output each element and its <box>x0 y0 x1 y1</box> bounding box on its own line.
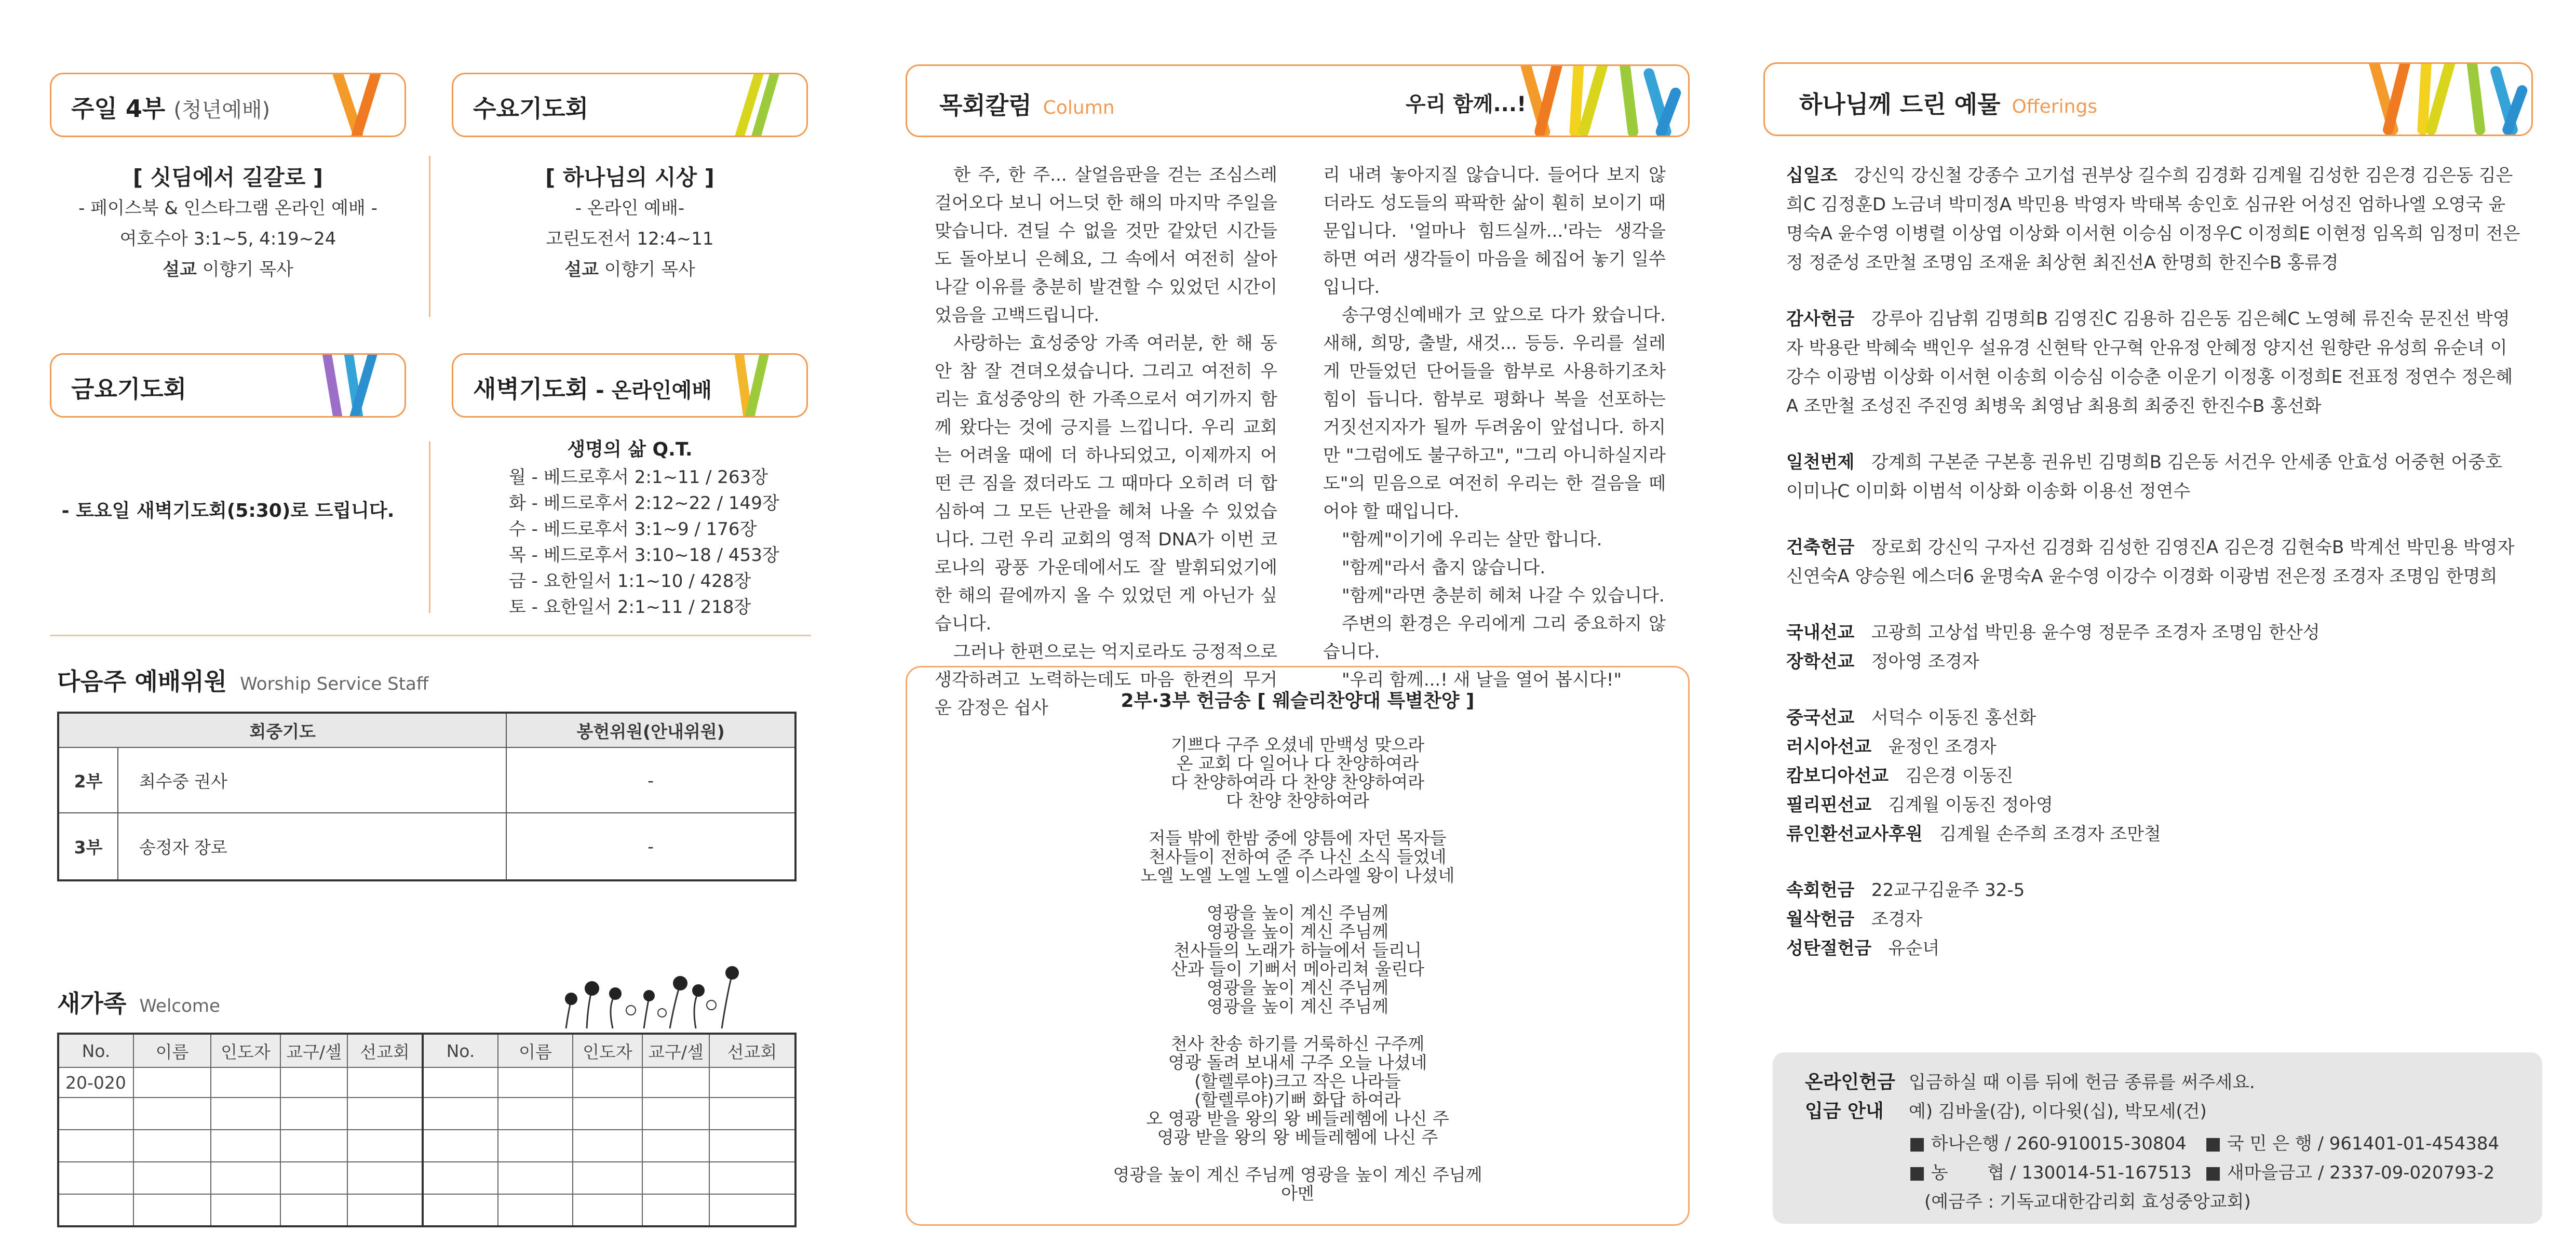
offering-names: 김계월 이동진 정아영 <box>1888 795 2053 815</box>
offering-names: 김계월 손주희 조경자 조만철 <box>1939 824 2161 845</box>
table-row <box>58 1067 795 1098</box>
offering-names: 장로회 강신익 구자선 김경화 김성한 김영진A 김은경 김현숙B 박계선 박민용 박영자 신연숙A 양승원 에스더6 윤명숙A 윤수영 이강수 이경화 이광범 전은정 조경자 조명임 한명희 <box>1786 537 2515 587</box>
column-paragraph: 그러나 한편으로는 억지로라도 긍정적으로 생각하려고 노력하는데도 마음 한켠의 무거운 감정은 쉽사 <box>935 641 1277 718</box>
column-paragraph: 리 내려 놓아지질 않습니다. 들어다 보지 않더라도 성도들의 팍팍한 삶이 훤히 보이기 때문입니다. '얼마나 힘드실까...'라는 생각을 하면 여러 생각들이 마음을 헤집어 놓기 일쑤입니다. <box>1323 165 1666 298</box>
hymn-stanza <box>907 904 1688 1016</box>
welcome-header: No. <box>423 1034 498 1067</box>
list-item: 토 - 요한일서 2:1~11 / 218장 <box>509 597 751 618</box>
welcome-header: 교구/셀 <box>642 1034 709 1067</box>
sunday4-body <box>50 161 406 284</box>
table-row <box>58 1130 795 1162</box>
column-header <box>906 64 1690 137</box>
welcome-header: 인도자 <box>573 1034 642 1067</box>
hymn-line: 다 찬양하여라 다 찬양 찬양하여라 <box>1170 772 1425 792</box>
decor-stripes-icon <box>2362 62 2533 135</box>
hymn-title: 2부·3부 헌금송 [ 웨슬리찬양대 특별찬양 ] <box>1121 690 1475 712</box>
column-quote: "함께"이기에 우리는 살만 합니다. <box>1342 529 1602 550</box>
offering-label: 필리핀선교 <box>1786 795 1872 815</box>
offering-label: 감사헌금 <box>1786 309 1855 329</box>
dawn-qt-title: 생명의 삶 Q.T. <box>567 439 693 460</box>
hymn-line: 온 교회 다 일어나 다 찬양하여라 <box>1176 753 1419 773</box>
offering-group <box>1786 161 2521 277</box>
hymn-line: 다 찬양 찬양하여라 <box>1225 791 1369 811</box>
offering-names: 조경자 <box>1871 909 1923 930</box>
offering-label: 장학선교 <box>1786 651 1855 672</box>
staff-prayer: 송정자 장로 <box>118 813 506 880</box>
hymn-line: 영광 돌려 보내세 구주 오늘 나셨네 <box>1168 1052 1427 1073</box>
divider <box>429 156 430 317</box>
online-instruction: 입금하실 때 이름 뒤에 헌금 종류를 써주세요. <box>1909 1072 2255 1093</box>
offering-label: 러시아선교 <box>1786 737 1872 757</box>
sunday4-sermon-title: [ 싯딤에서 길갈로 ] <box>132 165 323 190</box>
list-item: 월 - 베드로후서 2:1~11 / 263장 <box>509 467 768 488</box>
online-labels <box>1805 1068 1895 1126</box>
offering-group <box>1786 618 2521 676</box>
hymn-lyrics <box>907 735 1688 1203</box>
offering-label: 월삭헌금 <box>1786 909 1855 930</box>
hymn-line: 산과 들이 기뻐서 메아리쳐 울린다 <box>1170 959 1425 979</box>
friday-header <box>50 353 406 418</box>
staff-title: 다음주 예배위원 Worship Service Staff <box>57 667 429 695</box>
welcome-title: 새가족 Welcome <box>57 989 220 1018</box>
bank-account: ■ 국 민 은 행 / 961401-01-454384 <box>2205 1133 2500 1154</box>
hymn-line: 천사들의 노래가 하늘에서 들리니 <box>1174 940 1422 960</box>
offering-names: 강신익 강신철 강종수 고기섭 권부상 길수희 김경화 김계월 김성한 김은경 김은동 김은희C 김정훈D 노금녀 박미정A 박민용 박영자 박태복 송인호 심규완 어성진 엄하나엘 오영국 윤명숙A 윤수영 이병렬 이상엽 이상화 이서현 이승심 이정우C 이정희E 이현정 임옥희 임정미 전은정 정준성 조만철 조명임 조재윤 최상현 최진선A 한명희 한진수B 홍류경 <box>1786 165 2520 273</box>
hymn-line: 영광을 높이 계신 주님께 <box>1206 978 1389 998</box>
hymn-stanza <box>907 735 1688 810</box>
welcome-table <box>57 1033 797 1227</box>
offering-group <box>1786 448 2521 506</box>
hymn-line: 아멘 <box>1281 1183 1314 1203</box>
dawn-qt-list <box>509 464 808 620</box>
welcome-header: 인도자 <box>211 1034 280 1067</box>
bank-list <box>1909 1129 2521 1216</box>
hymn-line: 노엘 노엘 노엘 노엘 이스라엘 왕이 나셨네 <box>1140 865 1455 886</box>
offering-group <box>1786 304 2521 421</box>
friday-title: 금요기도회 <box>71 375 187 403</box>
column-paragraph: 사랑하는 효성중앙 가족 여러분, 한 해 동안 참 잘 견뎌오셨습니다. 그리고 여전히 우리는 효성중앙의 한 가족으로서 여기까지 함께 왔다는 것에 긍지를 느낍니다. 우리 교회는 어려울 때에 더 하나되었고, 이제까지 어떤 큰 짐을 졌더라도 그 때마다 오히려 더 합심하여 그 모든 난관을 헤쳐 나올 수 있었습니다. 그런 우리 교회의 영적 DNA가 이번 코로나의 광풍 가운데에서도 잘 발휘되었기에 한 해의 끝에까지 올 수 있었던 게 아닌가 싶습니다. <box>935 333 1277 634</box>
offering-group <box>1786 703 2521 849</box>
hymn-line: 저들 밖에 한밤 중에 양틈에 자던 목자들 <box>1149 828 1447 848</box>
table-row <box>58 1098 795 1130</box>
hymn-line: (할렐루야)크고 작은 나라들 <box>1194 1071 1401 1091</box>
hymn-line: (할렐루야)기뻐 화답 하여라 <box>1194 1090 1401 1110</box>
hymn-line: 영광을 높이 계신 주님께 <box>1206 903 1389 923</box>
column-quote: "함께"라서 춥지 않습니다. <box>1342 557 1546 578</box>
offering-names: 정아영 조경자 <box>1871 651 1979 672</box>
column-quote: 주변의 환경은 우리에게 그리 중요하지 않습니다. <box>1323 613 1666 662</box>
wednesday-header <box>452 73 808 137</box>
staff-part: 2부 <box>58 747 118 813</box>
deposit-label: 입금 안내 <box>1805 1101 1884 1122</box>
wednesday-preacher: 설교 이향기 목사 <box>564 259 695 280</box>
account-holder: (예금주 : 기독교대한감리회 효성중앙교회) <box>1924 1192 2251 1212</box>
welcome-header: 이름 <box>133 1034 211 1067</box>
staff-table <box>57 712 797 881</box>
column-title: 목회칼럼 Column <box>939 91 1115 119</box>
decor-stripes-icon <box>1515 64 1690 137</box>
offering-label: 캄보디아선교 <box>1786 766 1889 786</box>
hymn-line: 오 영광 받을 왕의 왕 베들레헴에 나신 주 <box>1146 1108 1449 1129</box>
wednesday-body <box>452 161 808 284</box>
hymn-box <box>906 666 1690 1226</box>
welcome-header: 이름 <box>498 1034 573 1067</box>
column-paragraph: 한 주, 한 주... 살얼음판을 걷는 조심스레 걸어오다 보니 어느덧 한 해의 마지막 주일을 맞습니다. 견딜 수 없을 것만 같았던 시간들도 돌아보니 은혜요, 그 속에서 여전히 살아나갈 이유를 충분히 발견할 수 있었던 시간이었음을 고백드립니다. <box>935 165 1277 326</box>
hymn-line: 천사들이 전하여 준 주 나신 소식 들었네 <box>1149 847 1447 867</box>
bank-account: ■ 새마을금고 / 2337-09-020793-2 <box>2205 1162 2495 1183</box>
offering-names: 강루아 김남휘 김명희B 김영진C 김용하 김은동 김은혜C 노영혜 류진숙 문진선 박영자 박용란 박혜숙 백인우 설유경 신현탁 안구혁 안유정 안혜정 양지선 원향란 유성희 유순녀 이강수 이광범 이상화 이서현 이송희 이승심 이승춘 이운기 이정홍 이정희E 전표정 정연수 정은혜A 조만철 조성진 주진영 최병욱 최영남 최용희 최중진 한진수B 홍선화 <box>1786 309 2513 417</box>
list-item: 수 - 베드로후서 3:1~9 / 176장 <box>509 519 757 540</box>
staff-part: 3부 <box>58 813 118 880</box>
column-quote: "우리 함께...! 새 날을 열어 봅시다!" <box>1342 670 1622 690</box>
decor-stripes-icon <box>718 353 780 418</box>
welcome-header: No. <box>58 1034 133 1067</box>
column-paragraph: 송구영신예배가 코 앞으로 다가 왔습니다. 새해, 희망, 출발, 새것... 등등. 우리를 설레게 만들었던 단어들을 함부로 사용하기조차 힘이 듭니다. 함부로 평화나 복을 선포하는 거짓선지자가 될까 두려움이 앞섭니다. 하지만 "그럼에도 불구하고", "그리 아니하실지라도"의 믿음으로 여전히 우리는 한 걸음을 떼어야 할 때입니다. <box>1323 305 1666 522</box>
offering-label: 십일조 <box>1786 165 1838 186</box>
dawn-body <box>452 435 808 620</box>
offering-label: 속회헌금 <box>1786 880 1855 901</box>
wednesday-title: 수요기도회 <box>473 95 589 123</box>
offering-names: 김은경 이동진 <box>1905 766 2014 786</box>
sunday4-scripture: 여호수아 3:1~5, 4:19~24 <box>119 229 336 249</box>
hymn-line: 영광 받을 왕의 왕 베들레헴에 나신 주 <box>1157 1127 1438 1147</box>
column-left <box>935 161 1277 722</box>
friday-notice: - 토요일 새벽기도회(5:30)로 드립니다. <box>61 500 395 521</box>
sunday4-header <box>50 73 406 137</box>
table-row <box>58 747 795 813</box>
offering-label: 국내선교 <box>1786 622 1855 643</box>
welcome-header: 교구/셀 <box>280 1034 347 1067</box>
staff-prayer: 최수중 권사 <box>118 747 506 813</box>
offering-group <box>1786 876 2521 963</box>
sunday4-broadcast: - 페이스북 & 인스타그램 온라인 예배 - <box>78 198 377 219</box>
bank-account: ■ 하나은행 / 260-910015-30804 <box>1909 1133 2187 1154</box>
table-row <box>58 1194 795 1226</box>
online-offering-box <box>1773 1052 2542 1224</box>
list-item: 금 - 요한일서 1:1~10 / 428장 <box>509 571 751 592</box>
list-item: 화 - 베드로후서 2:12~22 / 149장 <box>509 493 779 514</box>
staff-offering: - <box>506 813 795 880</box>
decor-stripes-icon <box>311 353 384 418</box>
staff-header-offering: 봉헌위원(안내위원) <box>506 713 795 747</box>
table-row <box>58 813 795 880</box>
flowers-icon <box>556 963 748 1031</box>
sunday4-title: 주일 4부 (청년예배) <box>71 95 271 123</box>
sunday4-preacher: 설교 이향기 목사 <box>163 259 293 280</box>
table-row <box>58 1162 795 1194</box>
offering-names: 윤정인 조경자 <box>1888 737 1997 757</box>
hymn-line: 영광을 높이 계신 주님께 <box>1206 996 1389 1016</box>
hymn-stanza <box>907 829 1688 885</box>
list-item: 목 - 베드로후서 3:10~18 / 453장 <box>509 545 779 566</box>
offerings-header <box>1763 62 2533 136</box>
hymn-stanza <box>907 1166 1688 1203</box>
offerings-list <box>1786 161 2521 963</box>
decor-stripes-icon <box>723 73 786 137</box>
welcome-header: 선교회 <box>709 1034 795 1067</box>
column-subtitle: 우리 함께...! <box>1406 92 1527 116</box>
offering-names: 유순녀 <box>1888 938 1940 959</box>
dawn-header <box>452 353 808 418</box>
column-right <box>1323 161 1666 694</box>
offering-names: 서덕수 이동진 홍선화 <box>1871 707 2036 728</box>
hymn-line: 기쁘다 구주 오셨네 만백성 맞으라 <box>1170 734 1425 755</box>
staff-header-prayer: 회중기도 <box>58 713 506 747</box>
dawn-title: 새벽기도회 - 온라인예배 <box>473 375 712 403</box>
offering-label: 중국선교 <box>1786 707 1855 728</box>
hymn-line: 영광을 높이 계신 주님께 영광을 높이 계신 주님께 <box>1113 1165 1482 1185</box>
offerings-title: 하나님께 드린 예물 Offerings <box>1799 90 2098 118</box>
wednesday-sermon-title: [ 하나님의 시상 ] <box>545 165 714 190</box>
welcome-header: 선교회 <box>347 1034 423 1067</box>
column-quote: "함께"라면 충분히 헤쳐 나갈 수 있습니다. <box>1342 585 1665 606</box>
online-info <box>1909 1068 2255 1126</box>
bank-account: ■ 농 협 / 130014-51-167513 <box>1909 1162 2192 1183</box>
offering-label: 일천번제 <box>1786 452 1855 473</box>
hymn-line: 영광을 높이 계신 주님께 <box>1206 921 1389 942</box>
offering-names: 강계희 구본준 구본흥 권유빈 김명희B 김은동 서건우 안세종 안효성 어중현 어중호 이미나C 이미화 이범석 이상화 이송화 이용선 정연수 <box>1786 452 2503 502</box>
online-label: 온라인헌금 <box>1805 1072 1895 1093</box>
offering-label: 성탄절헌금 <box>1786 938 1872 959</box>
offering-group <box>1786 533 2521 591</box>
offering-names: 22교구김윤주 32-5 <box>1871 880 2025 901</box>
divider <box>429 441 430 613</box>
offering-names: 고광희 고상섭 박민용 윤수영 정문주 조경자 조명임 한산성 <box>1871 622 2320 643</box>
wednesday-scripture: 고린도전서 12:4~11 <box>546 229 714 249</box>
hymn-line: 천사 찬송 하기를 거룩하신 구주께 <box>1170 1034 1425 1054</box>
hymn-stanza <box>907 1035 1688 1147</box>
staff-offering: - <box>506 747 795 813</box>
offering-label: 류인환선교사후원 <box>1786 824 1923 845</box>
divider <box>50 635 811 636</box>
wednesday-broadcast: - 온라인 예배- <box>575 198 685 219</box>
online-example: 예) 김바울(감), 이다윗(십), 박모세(건) <box>1909 1101 2207 1122</box>
decor-stripes-icon <box>327 73 399 137</box>
welcome-no: 20-020 <box>58 1067 133 1098</box>
offering-label: 건축헌금 <box>1786 537 1855 558</box>
